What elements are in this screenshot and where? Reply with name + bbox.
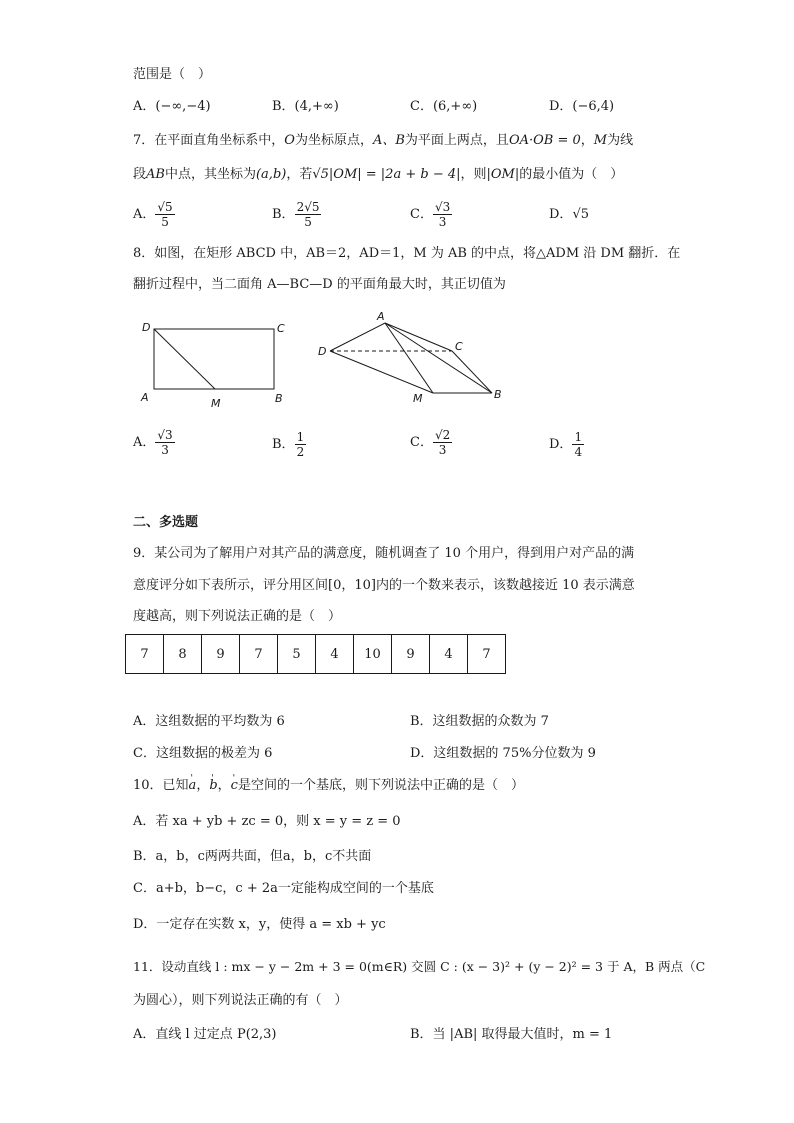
q7-option-d: D．√5 <box>549 207 589 222</box>
label-d: D <box>318 345 327 358</box>
q7-option-a: A． $\frac{√5}{5}$ <box>133 200 173 229</box>
q10-stem: 10．已知' a，' b，' c是空间的一个基底，则下列说法中正确的是（ ） <box>133 777 524 795</box>
score-cell: 4 <box>430 635 468 674</box>
q6-option-a: A．(−∞,−4) <box>133 99 211 114</box>
q7-stem-line2: 段AB中点，其坐标为(a,b)，若√5|OM| = |2a + b − 4|，则|OM|的最小值为（ ） <box>133 167 624 182</box>
label-c: C <box>455 340 463 353</box>
q6-option-b: B．(4,+∞) <box>272 99 339 114</box>
q11-option-a: A．直线 l 过定点 P(2,3) <box>133 1027 277 1042</box>
score-cell: 8 <box>164 635 202 674</box>
q8-option-c: C． $\frac{√2}{3}$ <box>410 428 451 457</box>
score-cell: 9 <box>392 635 430 674</box>
label-c: C <box>277 322 285 335</box>
q7-stem-line1: 7．在平面直角坐标系中，O为坐标原点，A、B为平面上两点，且OA·OB = 0，M为线 <box>133 133 634 148</box>
edge-cb <box>452 351 492 393</box>
q8-figure-rectangle <box>135 315 295 415</box>
edge-ab <box>385 323 492 393</box>
q10-option-b: B．a，b，c两两共面，但a，b，c不共面 <box>133 849 372 864</box>
label-a: A <box>377 310 385 323</box>
q11-stem-line1: 11．设动直线 l : mx − y − 2m + 3 = 0(m∈R) 交圆 C : (x − 3)² + (y − 2)² = 3 于 A，B 两点（C <box>133 959 706 974</box>
section-heading: 二、多选题 <box>133 515 199 530</box>
q9-option-a: A．这组数据的平均数为 6 <box>133 714 285 729</box>
q8-option-d: D． $\frac{1}{4}$ <box>549 430 583 459</box>
q10-option-a: A．若 xa + yb + zc = 0，则 x = y = z = 0 <box>133 814 401 829</box>
label-b: B <box>494 388 502 401</box>
q11-option-b: B．当 |AB| 取得最大值时，m = 1 <box>410 1027 613 1042</box>
rectangle-abcd <box>154 329 274 389</box>
score-cell: 7 <box>240 635 278 674</box>
q8-option-a: A． $\frac{√3}{3}$ <box>133 428 173 457</box>
q9-score-table <box>125 634 506 674</box>
q9-option-b: B．这组数据的众数为 7 <box>410 714 549 729</box>
q8-stem-line2: 翻折过程中，当二面角 A—BC—D 的平面角最大时，其正切值为 <box>133 277 506 292</box>
q9-option-d: D．这组数据的 75%分位数为 9 <box>410 746 596 761</box>
score-cell: 10 <box>354 635 392 674</box>
q8-option-b: B． $\frac{1}{2}$ <box>272 430 305 459</box>
q9-stem-line1: 9．某公司为了解用户对其产品的满意度，随机调查了 10 个用户，得到用户对产品的满 <box>133 546 635 561</box>
label-m: M <box>211 397 221 410</box>
label-d: D <box>142 321 151 334</box>
q6-option-d: D．(−6,4) <box>549 99 615 114</box>
label-b: B <box>275 392 283 405</box>
q9-stem-line2: 意度评分如下表所示，评分用区间[0，10]内的一个数来表示，该数越接近 10 表示满意 <box>133 578 635 593</box>
score-cell: 7 <box>468 635 506 674</box>
q11-stem-line2: 为圆心），则下列说法正确的有（ ） <box>133 993 348 1008</box>
q6-option-c: C．(6,+∞) <box>410 99 478 114</box>
q10-option-c: C．a+b，b−c，c + 2a一定能构成空间的一个基底 <box>133 881 434 896</box>
q7-option-c: C． $\frac{√3}{3}$ <box>410 200 451 229</box>
q9-stem-line3: 度越高，则下列说法正确的是（ ） <box>133 609 342 624</box>
score-cell: 4 <box>316 635 354 674</box>
score-cell: 5 <box>278 635 316 674</box>
table-row <box>126 635 506 674</box>
q8-stem-line1: 8．如图，在矩形 ABCD 中，AB＝2，AD＝1，M 为 AB 的中点，将△ADM 沿 DM 翻折．在 <box>133 246 681 261</box>
q10-option-d: D．一定存在实数 x，y，使得 a = xb + yc <box>133 917 386 932</box>
edge-dm <box>330 351 433 393</box>
q8-figure-folded <box>315 305 515 410</box>
label-m: M <box>413 392 423 405</box>
label-a: A <box>141 391 149 404</box>
q6-tail: 范围是（ ） <box>133 67 212 82</box>
score-cell: 7 <box>126 635 164 674</box>
q9-option-c: C．这组数据的极差为 6 <box>133 746 273 761</box>
edge-da <box>330 323 385 351</box>
q7-option-b: B． $\frac{2√5}{5}$ <box>272 200 320 229</box>
score-cell: 9 <box>202 635 240 674</box>
segment-dm <box>154 329 215 389</box>
